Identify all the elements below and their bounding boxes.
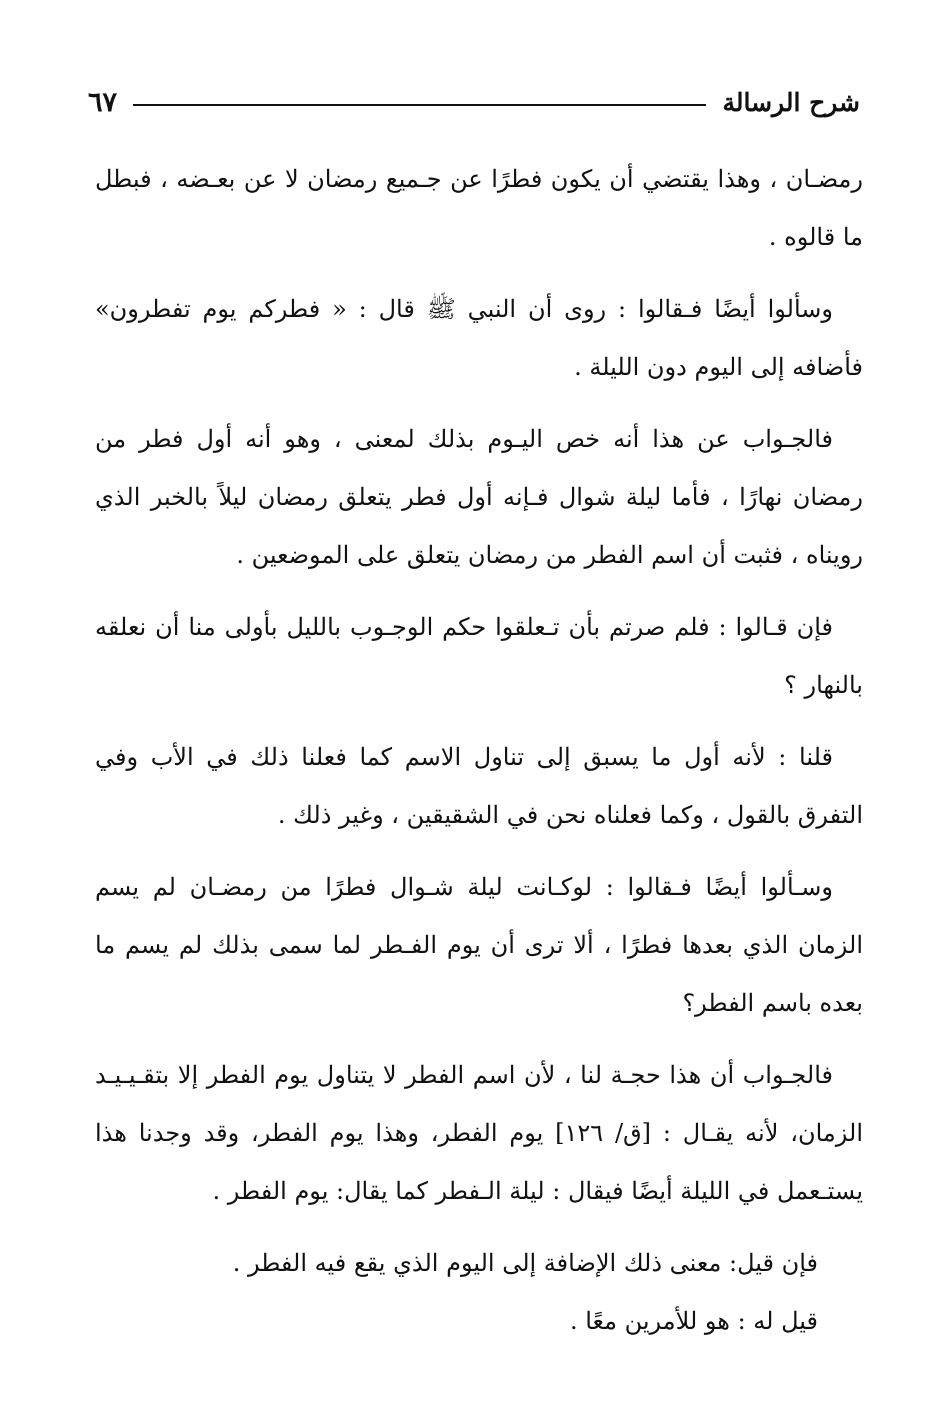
- page-header: [88, 82, 860, 122]
- body-text: [95, 150, 863, 1350]
- paragraph: قلنا : لأنه أول ما يسبق إلى تناول الاسم كما فعلنا ذلك في الأب وفي التفرق بالقول ، وكما فعلناه نحن في الشقيقين ، وغير ذلك .: [95, 743, 863, 829]
- paragraph: فإن قـالوا : فلم صرتم بأن تـعلقوا حكم الوجـوب بالليل بأولى منا أن نعلقه بالنهار ؟: [95, 613, 863, 699]
- running-title: شرح الرسالة: [722, 87, 860, 117]
- paragraph: فإن قيل: معنى ذلك الإضافة إلى اليوم الذي يقع فيه الفطر .: [232, 1249, 818, 1277]
- page-number: ٦٧: [88, 86, 118, 118]
- paragraph: وسألوا أيضًا فـقالوا : روى أن النبي ﷺ قال : « فطركم يوم تفطرون» فأضافه إلى اليوم دون الليلة .: [95, 295, 863, 381]
- paragraph: فالجـواب عن هذا أنه خص اليـوم بذلك لمعنى ، وهو أنه أول فطر من رمضان نهارًا ، فأما ليلة شوال فـإنه أول فطر يتعلق رمضان ليلاً بالخبر الذي رويناه ، فثبت أن اسم الفطر من رمضان يتعلق على الموضعين .: [95, 425, 863, 569]
- paragraph: وسـألوا أيضًا فـقالوا : لوكـانت ليلة شـوال فطرًا من رمضـان لم يسم الزمان الذي بعدها فطرًا ، ألا ترى أن يوم الفـطر لما سمى بذلك لم يسم ما بعده باسم الفطر؟: [95, 873, 863, 1017]
- paragraph: رمضـان ، وهذا يقتضي أن يكون فطرًا عن جـميع رمضان لا عن بعـضه ، فبطل ما قالوه .: [95, 165, 863, 251]
- paragraph: قيل له : هو للأمرين معًا .: [569, 1307, 818, 1335]
- paragraph: فالجـواب أن هذا حجـة لنا ، لأن اسم الفطر لا يتناول يوم الفطر إلا بتقـيـيـد الزمان، لأنه يقـال : [ق/ ١٢٦] يوم الفطر، وهذا يوم الفطر، وقد وجدنا هذا يستـعمل في الليلة أيضًا فيقال : ليلة الـفطر كما يقال: يوم الفطر .: [95, 1061, 863, 1205]
- header-rule: [133, 104, 706, 106]
